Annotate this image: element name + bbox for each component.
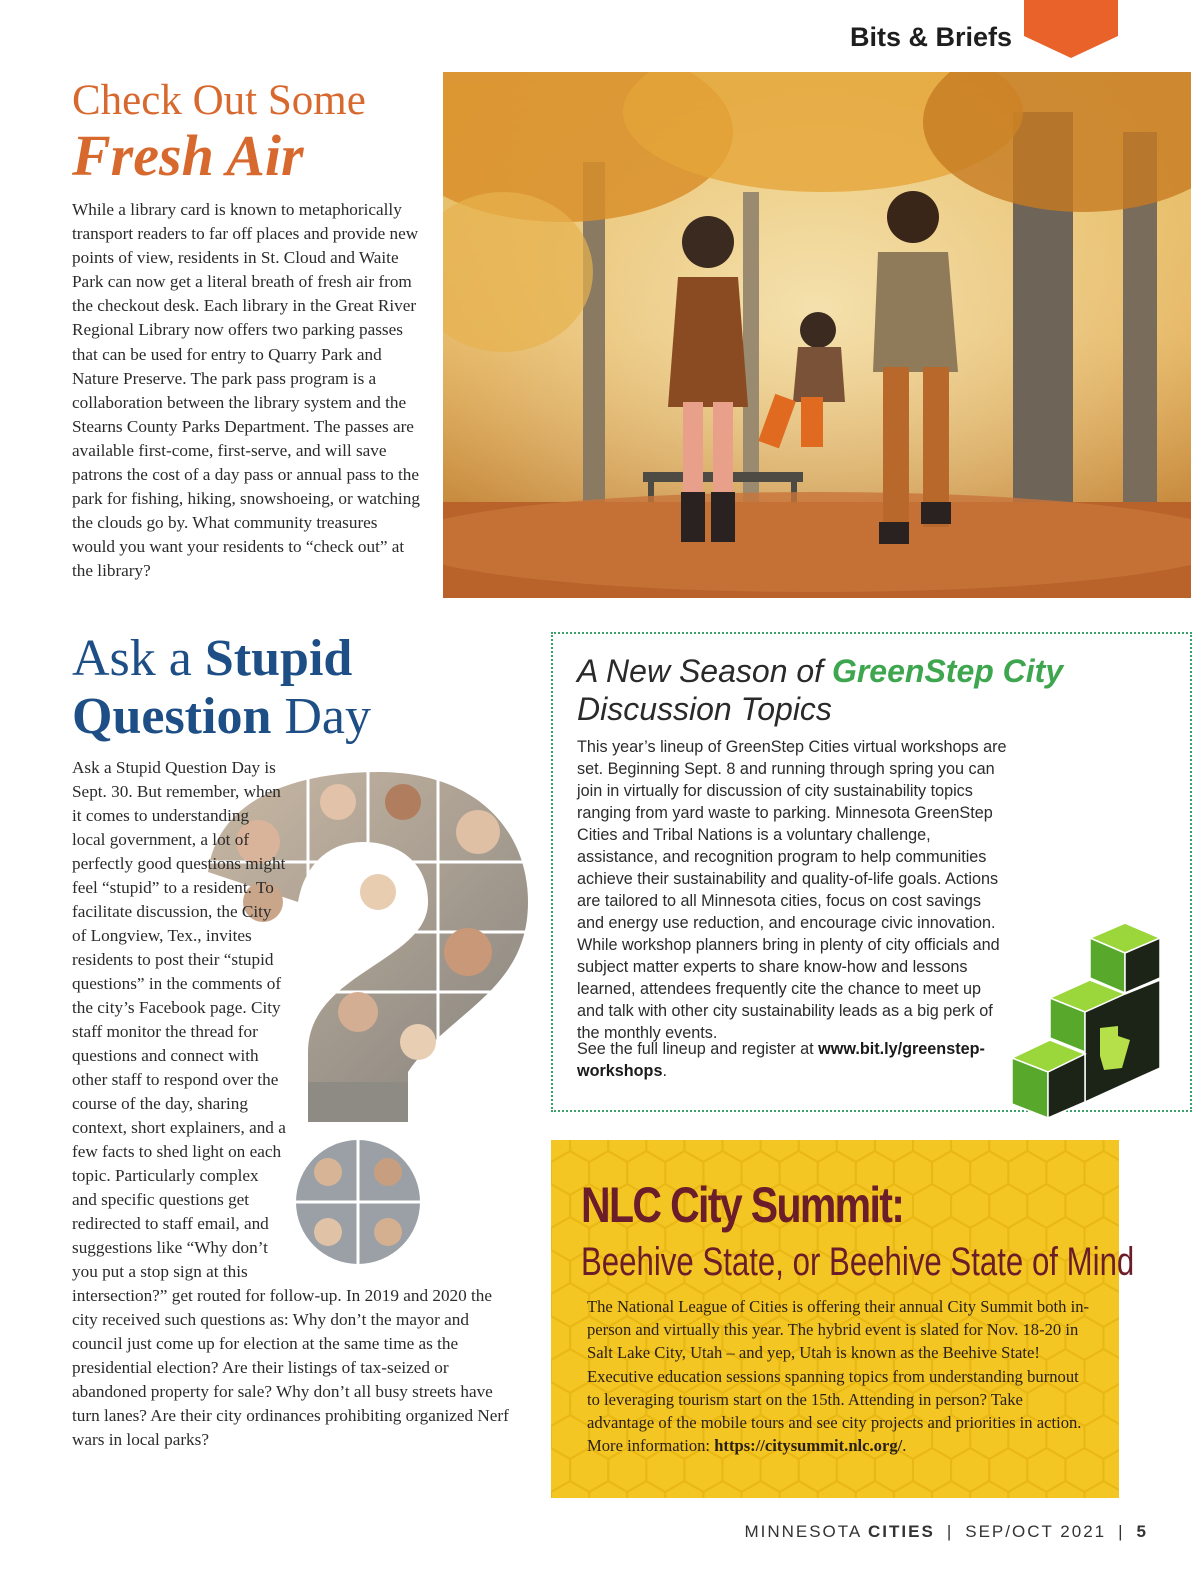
stupid-question-body — [72, 756, 522, 1452]
footer-separator-1: | — [946, 1522, 954, 1541]
greenstep-link-line — [577, 1038, 1017, 1082]
footer-issue: SEP/OCT 2021 — [965, 1522, 1107, 1541]
footer-publication-a: MINNESOTA — [744, 1522, 869, 1541]
greenstep-link-prefix: See the full lineup and register at — [577, 1040, 819, 1058]
greenstep-cubes-logo-icon — [1000, 918, 1170, 1130]
fresh-air-title-line1: Check Out Some — [72, 77, 366, 124]
footer-separator-2: | — [1118, 1522, 1125, 1541]
greenstep-link-suffix: . — [662, 1062, 667, 1080]
stupid-question-body-text: Ask a Stupid Question Day is Sept. 30. But remember, when it comes to understanding local government, a lot of perfectly good questions might feel “stupid” to a resident. To facilitate discussion, the City of Longview, Tex., invites residents to post their “stupid questions” in the comments of the city’s Facebook page. City staff monitor the thread for questions and connect with other staff to respond over the course of the day, sharing context, short explainers, and a few facts to shed light on each topic. Particularly complex and specific questions get redirected to staff email, and suggestions like “Why don’t you put a stop sign at this intersection?” get routed for follow-up. In 2019 and 2020 the city received such questions as: Why don’t the mayor and council just come up for election at the same time as the presidential election? Are their listings of tax-seized or abandoned property for sale? Why don’t all busy streets have turn lanes? Are their city ordinances prohibiting organized Nerf wars in local parks? — [72, 758, 509, 1449]
greenstep-body-text: This year’s lineup of GreenStep Cities virtual workshops are set. Beginning Sept. 8 and running through spring you can join in virtually for discussion of city sustainability topics ranging from yard waste to parking. Minnesota GreenStep Cities and Tribal Nations is a voluntary challenge, assistance, and recognition program to help communities achieve their sustainability and quality-of-life goals. Actions are tailored to all Minnesota cities, focus on cost savings and energy use reduction, and encourage civic innovation. While workshop planners bring in plenty of city officials and subject matter experts to share know-how and lessons learned, attendees frequently cite the chance to meet up and talk with other city sustainability leads as a big perk of the monthly events. — [577, 738, 1007, 1042]
nlc-link-suffix: . — [902, 1436, 907, 1456]
fresh-air-title-line2: Fresh Air — [72, 123, 304, 188]
fresh-air-body: While a library card is known to metaphorically transport readers to far off places and provide new points of view, residents in St. Cloud and Waite Park can now get a literal breath of fresh air from the checkout desk. Each library in the Great River Regional Library now offers two parking passes that can be used for entry to Quarry Park and Nature Preserve. The park pass program is a collaboration between the library system and the Stearns County Parks Department. The passes are available first-come, first-serve, and will save patrons the cost of a day pass or annual pass to the park for fishing, hiking, snowshoeing, or watching the clouds go by. What community treasures would you want your residents to “check out” at the library? — [72, 200, 420, 581]
greenstep-title-b: GreenStep City — [831, 653, 1064, 689]
section-tab-icon — [1024, 0, 1118, 58]
page-footer — [744, 1522, 1148, 1542]
greenstep-link[interactable]: www.bit.ly/greenstep-workshops — [577, 1040, 985, 1080]
nlc-title: NLC City Summit: — [581, 1177, 904, 1233]
nlc-subtitle: Beehive State, or Beehive State of Mind — [581, 1240, 1135, 1284]
greenstep-title-a: A New Season of — [577, 653, 832, 689]
stupid-question-title — [72, 630, 371, 746]
section-label: Bits & Briefs — [849, 22, 1012, 52]
stupid-question-title-b: Stupid — [204, 630, 353, 687]
stupid-question-title-a: Ask a — [72, 630, 205, 687]
greenstep-title — [577, 652, 1177, 728]
nlc-body — [587, 1295, 1092, 1457]
nlc-link[interactable]: https://citysummit.nlc.org/ — [714, 1436, 903, 1456]
stupid-question-title-d: Day — [271, 688, 372, 745]
greenstep-title-c: Discussion Topics — [577, 691, 832, 727]
footer-publication-b: CITIES — [868, 1522, 935, 1541]
nlc-body-text: The National League of Cities is offering their annual City Summit both in-person and virtually this year. The hybrid event is slated for Nov. 18-20 in Salt Lake City, Utah – and yep, Utah is known as the Beehive State! Executive education sessions spanning topics from understanding burnout to leveraging tourism start on the 15th. Attending in person? Take advantage of the mobile tours and see city projects and priorities in action. More information: — [587, 1297, 1090, 1456]
stupid-question-title-c: Question — [72, 688, 272, 745]
autumn-family-photo-icon — [443, 72, 1191, 598]
page-number: 5 — [1136, 1522, 1148, 1541]
